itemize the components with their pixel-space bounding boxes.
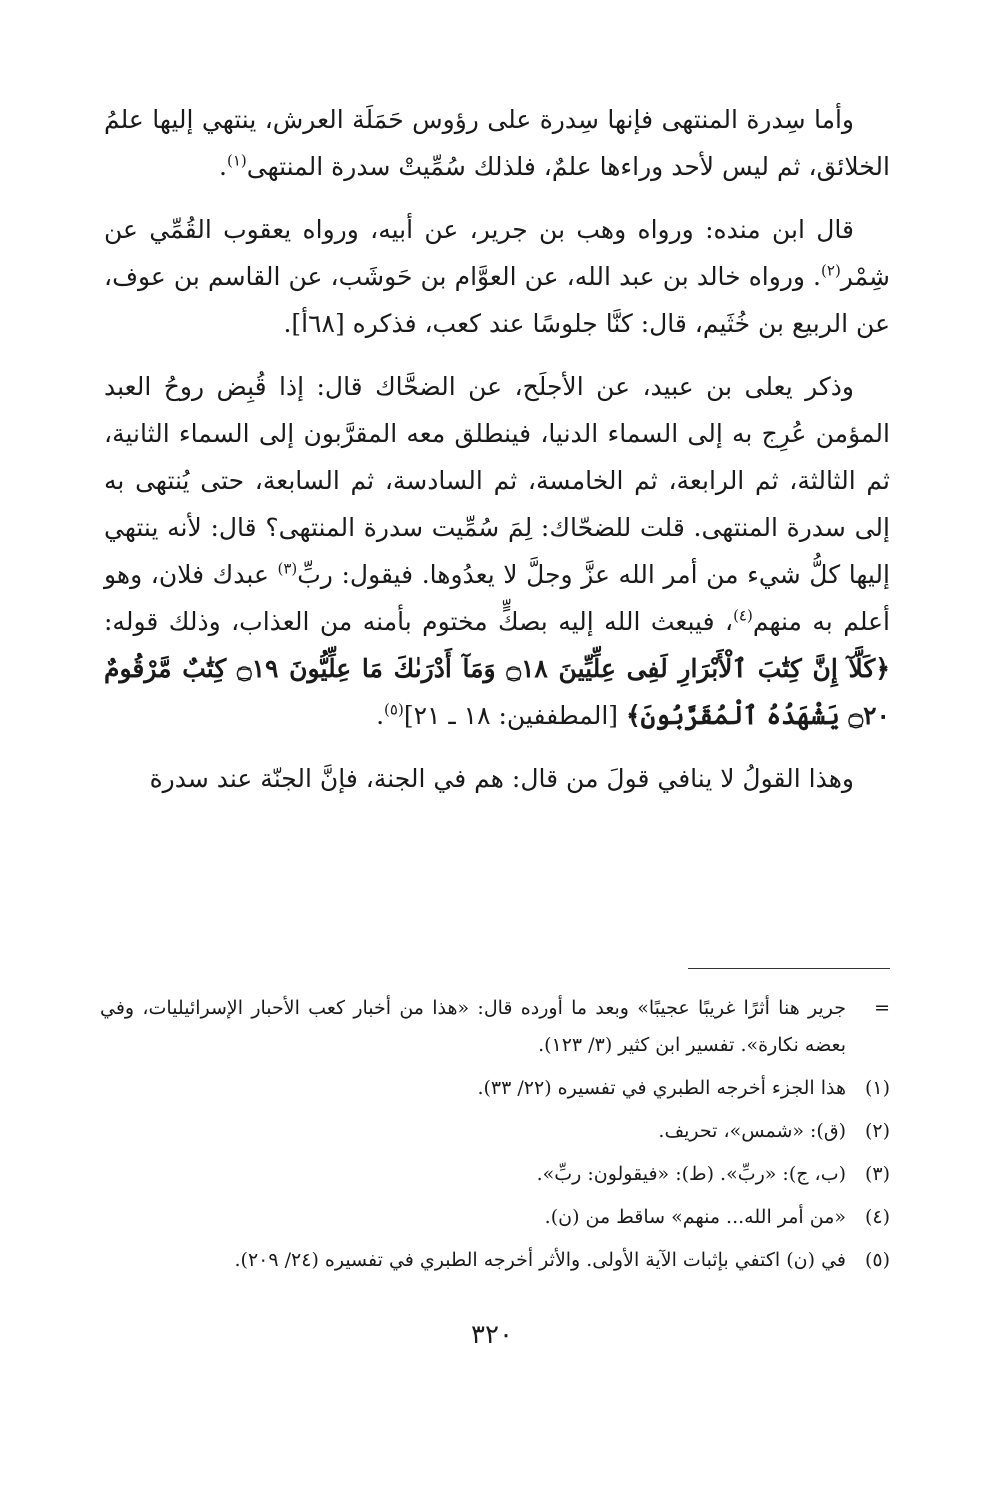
footnote-text: في (ن) اكتفي بإثبات الآية الأولى. والأثر أخرجه الطبري في تفسيره (٢٤/ ٢٠٩). [234,1249,846,1271]
paragraph-text: وذكر يعلى بن عبيد، عن الأجلَح، عن الضحَّاك قال: إذا قُبِض روحُ العبد المؤمن عُرِج به إلى السماء الدنيا، فينطلق معه المقرَّبون إلى السماء الثانية، ثم الثالثة، ثم الرابعة، ثم الخامسة، ثم السادسة، ثم السابعة، حتى يُنتهى به إلى سدرة المنتهى. قلت للضحّاك: لِمَ سُمِّيت سدرة المنتهى؟ قال: لأنه ينتهي إليها كلُّ شيء من أمر الله عزَّ وجلَّ لا يعدُوها. فيقول: ربِّ [104,372,890,589]
paragraph-tail: . [219,152,227,181]
main-text [104,96,890,818]
footnote-marker: (٥) [864,1249,890,1271]
quran-verse: ﴿كَلَّآ إِنَّ كِتَٰبَ ٱلْأَبْرَارِ لَفِى عِلِّيِّينَ ۝١٨ وَمَآ أَدْرَىٰكَ مَا عِلِّيُّونَ ۝١٩ كِتَٰبٌ مَّرْقُومٌ ۝٢٠ يَشْهَدُهُ ٱلْمُقَرَّبُونَ﴾ [104,654,890,730]
paragraph-2 [104,206,890,347]
verse-citation: [المطففين: ١٨ ـ ٢١] [403,701,626,730]
footnote-1 [100,1070,890,1107]
paragraph-3 [104,363,890,739]
footnote-text: هذا الجزء أخرجه الطبري في تفسيره (٢٢/ ٣٣). [477,1077,846,1099]
paragraph-tail: . [376,701,385,730]
footnote-marker: (١) [864,1077,890,1099]
footnote-marker: (٢) [864,1120,890,1142]
footnote-marker: (٤) [864,1206,890,1228]
footnotes [100,990,890,1285]
paragraph-text-2: عبدك فلان، وهو أعلم به منهم [104,560,890,636]
footnote-text: (ب، ج): «ربِّ». (ط): «فيقولون: ربِّ». [536,1163,846,1185]
footnote-ref: (٢) [821,261,841,280]
footnote-2 [100,1113,890,1150]
footnote-text: (ق): «شمس»، تحريف. [658,1120,846,1142]
footnote-4 [100,1199,890,1236]
page-number: ٣٢٠ [471,1320,513,1350]
paragraph-text: وهذا القولُ لا ينافي قولَ من قال: هم في الجنة، فإنَّ الجنّة عند سدرة [149,764,854,793]
paragraph-text: قال ابن منده: ورواه وهب بن جرير، عن أبيه، ورواه يعقوب القُمِّي عن شِمْر [104,215,890,291]
footnote-continuation [100,990,890,1064]
footnote-ref: (٤) [733,606,753,625]
paragraph-1 [104,96,890,190]
footnote-ref: (٣) [277,559,298,578]
paragraph-tail: . ورواه خالد بن عبد الله، عن العوَّام بن حَوشَب، عن القاسم بن عوف، عن الربيع بن خُثَيم، قال: كنَّا جلوسًا عند كعب، فذكره [٦٨أ]. [104,262,890,338]
footnote-marker: (٣) [864,1163,890,1185]
footnote-ref: (٥) [384,700,404,719]
paragraph-4 [104,755,890,802]
footnote-text: «من أمر الله... منهم» ساقط من (ن). [544,1206,846,1228]
footnote-divider [688,968,890,969]
footnote-marker: = [874,997,890,1019]
footnote-3 [100,1156,890,1193]
paragraph-text-3: ، فيبعث الله إليه بصكٍّ مختوم بأمنه من العذاب، وذلك قوله: [104,607,734,636]
footnote-5 [100,1242,890,1279]
paragraph-text: وأما سِدرة المنتهى فإنها سِدرة على رؤوس حَمَلَة العرش، ينتهي إليها علمُ الخلائق، ثم ليس لأحد وراءها علمٌ، فلذلك سُمِّيتْ سدرة المنتهى [104,105,890,181]
footnote-ref: (١) [226,151,247,170]
footnote-text: جرير هنا أثرًا غريبًا عجيبًا» وبعد ما أورده قال: «هذا من أخبار كعب الأحبار الإسرائيليات، وفي بعضه نكارة». تفسير ابن كثير (٣/ ١٢٣). [100,997,846,1056]
